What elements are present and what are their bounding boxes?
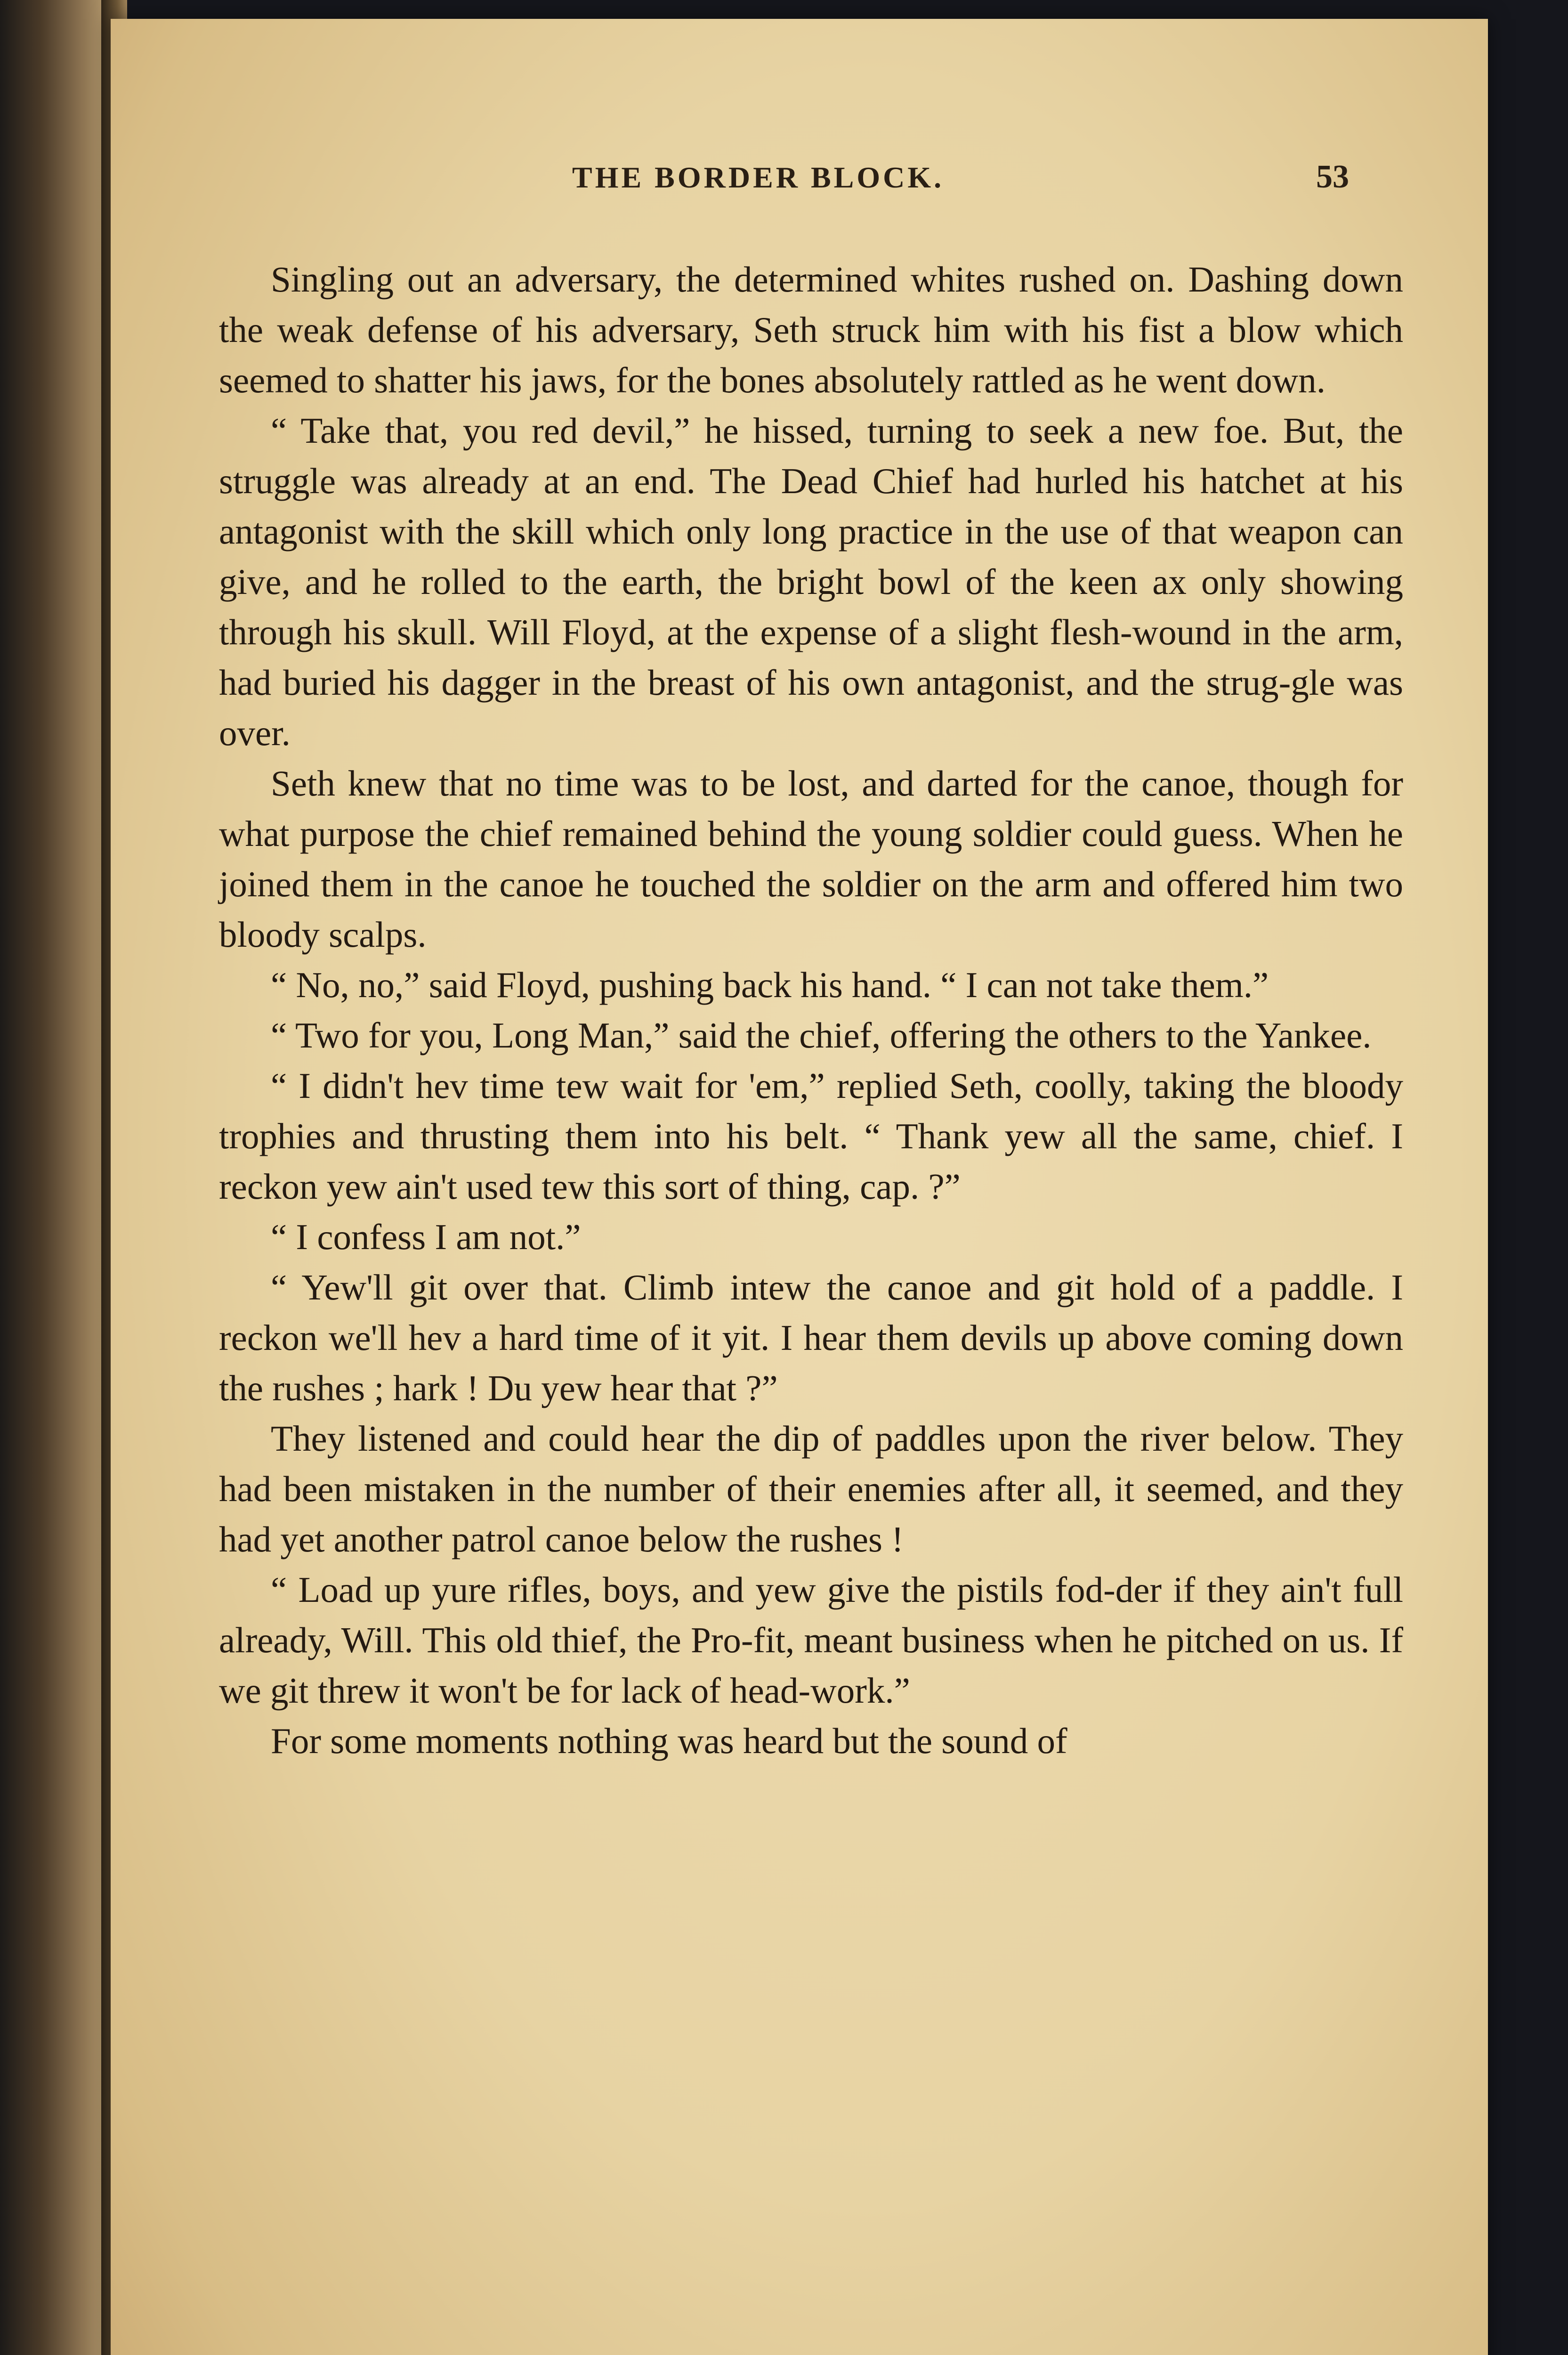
paragraph: “ I didn't hev time tew wait for 'em,” replied Seth, coolly, taking the bloody trophies and thrusting them into his belt. “ Thank yew all the same, chief. I reckon yew ain't used tew this sort of thing, cap. ?” [219, 1065, 1403, 1207]
body-text [219, 254, 1403, 1766]
previous-page-edge [0, 0, 118, 2355]
paragraph: “ Load up yure rifles, boys, and yew give the pistils fod-der if they ain't full already, Will. This old thief, the Pro-fit, meant business when he pitched on us. If we git threw it won't be for lack of head-work.” [219, 1569, 1403, 1711]
paragraph: “ Yew'll git over that. Climb intew the canoe and git hold of a paddle. I reckon we'll hev a hard time of it yit. I hear them devils up above coming down the rushes ; hark ! Du yew hear that ?” [219, 1267, 1403, 1408]
paragraph: “ Two for you, Long Man,” said the chief, offering the others to the Yankee. [271, 1015, 1372, 1056]
paragraph: “ No, no,” said Floyd, pushing back his hand. “ I can not take them.” [271, 965, 1269, 1005]
running-head [111, 160, 1488, 217]
running-head-title: THE BORDER BLOCK. [572, 161, 945, 194]
page-number: 53 [1316, 159, 1349, 195]
paragraph: “ Take that, you red devil,” he hissed, turning to seek a new foe. But, the struggle was already at an end. The Dead Chief had hurled his hatchet at his antagonist with the skill which only long practice in the use of that weapon can give, and he rolled to the earth, the bright bowl of the keen ax only showing through his skull. Will Floyd, at the expense of a slight flesh-wound in the arm, had buried his dagger in the breast of his own antagonist, and the strug-gle was over. [219, 410, 1403, 753]
paragraph: They listened and could hear the dip of paddles upon the river below. They had been mistaken in the number of their enemies after all, it seemed, and they had yet another patrol canoe below the rushes ! [219, 1418, 1403, 1559]
paragraph: For some moments nothing was heard but the sound of [271, 1721, 1067, 1761]
paragraph: Seth knew that no time was to be lost, and darted for the canoe, though for what purpose the chief remained behind the young soldier could guess. When he joined them in the canoe he touched the soldier on the arm and offered him two bloody scalps. [219, 763, 1403, 955]
paragraph: “ I confess I am not.” [271, 1217, 581, 1257]
paragraph: Singling out an adversary, the determined whites rushed on. Dashing down the weak defense of his adversary, Seth struck him with his fist a blow which seemed to shatter his jaws, for the bones absolutely rattled as he went down. [219, 259, 1403, 400]
book-page [111, 19, 1488, 2355]
